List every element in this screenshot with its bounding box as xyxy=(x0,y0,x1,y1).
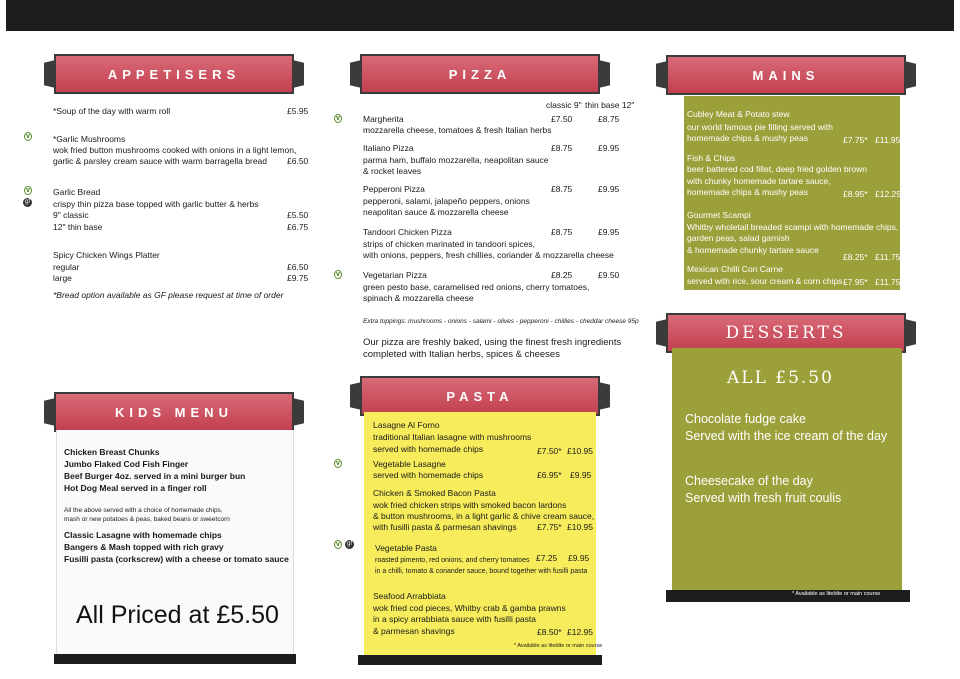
gluten-free-icon: gf xyxy=(24,199,30,205)
appetisers-title: APPETISERS xyxy=(107,66,241,82)
mains-desc: Whitby wholetail breaded scampi with homemade chips, xyxy=(687,222,899,232)
mains-price-main: £11.75 xyxy=(875,277,901,287)
mains-price-lite: £7.95* xyxy=(843,277,868,287)
kids-title: KIDS MENU xyxy=(115,404,233,420)
pasta-price-lite: £6.95* xyxy=(537,470,562,480)
pizza-price-classic: £8.25 xyxy=(551,270,573,280)
pasta-price-lite: £7.75* xyxy=(537,522,562,532)
garlic-bread-opt2: 12" thin base xyxy=(53,222,103,232)
kids-footer-bar xyxy=(54,654,296,664)
pizza-desc: pepperoni, salami, jalapeño peppers, onions xyxy=(363,196,530,206)
pasta-desc: traditional Italian lasagne with mushrooms xyxy=(373,432,532,442)
gluten-free-icon: gf xyxy=(346,541,352,547)
pasta-desc: in a chilli, tomato & coriander sauce, bound together with fusilli pasta xyxy=(375,568,588,575)
pasta-desc: roasted pimento, red onions, and cherry tomatoes xyxy=(375,557,530,564)
pasta-name: Seafood Arrabbiata xyxy=(373,591,446,601)
pasta-price-lite: £7.50* xyxy=(537,446,562,456)
vegetarian-icon: v xyxy=(24,132,32,141)
mushrooms-desc: wok fried button mushrooms cooked with onions in a light lemon, xyxy=(53,145,297,155)
pasta-name: Lasagne Al Forno xyxy=(373,420,440,430)
pasta-desc: wok fried chicken strips with smoked bacon lardons xyxy=(373,500,567,510)
kids-item: Fusilli pasta (corkscrew) with a cheese or tomato sauce xyxy=(64,554,289,564)
pizza-name: Pepperoni Pizza xyxy=(363,184,425,194)
mains-price-main: £11.95 xyxy=(875,135,901,145)
dessert-desc: Served with the ice cream of the day xyxy=(685,429,888,443)
mains-name: Mexican Chilli Con Carne xyxy=(687,264,783,274)
pasta-title: PASTA xyxy=(446,388,514,404)
garlic-bread-desc: crispy thin pizza base topped with garlic butter & herbs xyxy=(53,199,259,209)
wings-opt2: large xyxy=(53,273,72,283)
top-bar xyxy=(6,0,954,31)
vegetarian-icon: v xyxy=(334,459,342,468)
mains-price-lite: £7.75* xyxy=(843,135,868,145)
mains-price-lite: £8.25* xyxy=(843,252,868,262)
dessert-name: Cheesecake of the day xyxy=(685,474,813,488)
mains-price-lite: £8.95* xyxy=(843,189,868,199)
kids-item: Jumbo Flaked Cod Fish Finger xyxy=(64,459,189,469)
mains-desc: beer battered cod fillet, deep fried golden brown xyxy=(687,164,868,174)
mains-desc: homemade chips & mushy peas xyxy=(687,187,808,197)
pasta-desc: in a spicy arrabbiata sauce with fusilli pasta xyxy=(373,614,536,624)
pasta-desc: & parmesan shavings xyxy=(373,626,455,636)
desserts-header xyxy=(656,313,916,353)
mains-desc: garden peas, salad garnish xyxy=(687,233,790,243)
dessert-desc: Served with fresh fruit coulis xyxy=(685,491,842,505)
soup-item: *Soup of the day with warm roll xyxy=(53,106,171,116)
vegetarian-icon: v xyxy=(24,186,32,195)
vegetarian-icon: v xyxy=(334,114,342,123)
kids-header xyxy=(44,392,304,432)
mains-desc: & homemade chunky tartare sauce xyxy=(687,245,819,255)
pasta-desc: with fusilli pasta & parmesan shavings xyxy=(373,522,517,532)
kids-price: All Priced at £5.50 xyxy=(76,601,279,629)
pizza-price-thin: £8.75 xyxy=(598,114,620,124)
mains-name: Cubley Meat & Potato stew xyxy=(687,109,790,119)
pasta-price-main: £12.95 xyxy=(567,627,593,637)
kids-item: Bangers & Mash topped with rich gravy xyxy=(64,542,224,552)
vegetarian-icon: v xyxy=(334,540,342,549)
mains-price-main: £11.75 xyxy=(875,252,901,262)
pizza-desc: & rocket leaves xyxy=(363,166,422,176)
wings-price1: £6.50 xyxy=(287,262,309,272)
kids-item: Classic Lasagne with homemade chips xyxy=(64,530,222,540)
appetisers-header xyxy=(44,54,304,94)
mains-header xyxy=(656,55,916,95)
pasta-desc: wok fried cod pieces, Whitby crab & gamba prawns xyxy=(373,603,566,613)
vegetarian-icon: v xyxy=(334,270,342,279)
pasta-price-lite: £7.25 xyxy=(536,553,558,563)
pizza-blurb: completed with Italian herbs, spices & cheeses xyxy=(363,349,560,360)
garlic-bread-price1: £5.50 xyxy=(287,210,309,220)
mains-name: Fish & Chips xyxy=(687,153,736,163)
pizza-price-classic: £7.50 xyxy=(551,114,573,124)
pizza-name: Margherita xyxy=(363,114,404,124)
mushrooms-price: £6.50 xyxy=(287,156,309,166)
desserts-note: * Available as liteblte or main course xyxy=(792,591,881,597)
pizza-title: PIZZA xyxy=(448,66,512,82)
pasta-name: Vegetable Pasta xyxy=(375,543,437,553)
mains-title: MAINS xyxy=(752,67,820,83)
pizza-name: Vegetarian Pizza xyxy=(363,270,427,280)
pasta-note: * Available as liteblte or main course xyxy=(514,643,603,649)
wings-opt1: regular xyxy=(53,262,80,272)
pizza-name: Italiano Pizza xyxy=(363,143,414,153)
pizza-desc: green pesto base, caramelised red onions, cherry tomatoes, xyxy=(363,282,590,292)
pasta-name: Vegetable Lasagne xyxy=(373,459,446,469)
pizza-price-thin: £9.95 xyxy=(598,227,620,237)
pasta-desc: served with homemade chips xyxy=(373,444,484,454)
pasta-desc: served with homemade chips xyxy=(373,470,484,480)
mains-desc: homemade chips & mushy peas xyxy=(687,133,808,143)
pizza-price-thin: £9.95 xyxy=(598,184,620,194)
pizza-price-classic: £8.75 xyxy=(551,143,573,153)
pasta-price-main: £9.95 xyxy=(570,470,592,480)
kids-item: Hot Dog Meal served in a finger roll xyxy=(64,483,207,493)
pizza-extras: Extra toppings: mushrooms - onions - salami - olives - pepperoni - chillies - cheddar cheese 95p xyxy=(363,318,639,325)
mains-price-main: £12.25 xyxy=(875,189,901,199)
pasta-desc: & button mushrooms, in a light garlic & chive cream sauce, xyxy=(373,511,595,521)
pasta-header xyxy=(350,376,610,416)
pizza-col-thin: thin base 12" xyxy=(585,100,635,110)
garlic-bread-name: Garlic Bread xyxy=(53,187,101,197)
mains-desc: with chunky homemade tartare sauce, xyxy=(687,176,831,186)
wings-name: Spicy Chicken Wings Platter xyxy=(53,250,160,260)
pasta-footer-bar xyxy=(358,655,602,665)
desserts-price: ALL £5.50 xyxy=(727,368,834,388)
pasta-price-lite: £8.50* xyxy=(537,627,562,637)
mains-desc: served with rice, sour cream & corn chips xyxy=(687,276,843,286)
kids-item: Chicken Breast Chunks xyxy=(64,447,160,457)
pizza-desc: parma ham, buffalo mozzarella, neapolitan sauce xyxy=(363,155,549,165)
garlic-bread-price2: £6.75 xyxy=(287,222,309,232)
pizza-desc: neapolitan sauce & mozzarella cheese xyxy=(363,207,509,217)
pizza-blurb: Our pizza are freshly baked, using the finest fresh ingredients xyxy=(363,337,622,348)
kids-note: All the above served with a choice of homemade chips, xyxy=(64,507,223,514)
dessert-name: Chocolate fudge cake xyxy=(685,412,806,426)
desserts-title: DESSERTS xyxy=(725,323,847,343)
garlic-bread-opt1: 9" classic xyxy=(53,210,89,220)
mains-name: Gourmet Scampi xyxy=(687,210,751,220)
wings-price2: £9.75 xyxy=(287,273,309,283)
kids-note: mash or new potatoes & peas, baked beans or sweetcorn xyxy=(64,516,230,523)
pizza-price-classic: £8.75 xyxy=(551,184,573,194)
pizza-price-classic: £8.75 xyxy=(551,227,573,237)
mushrooms-desc2: garlic & parsley cream sauce with warm barragella bread xyxy=(53,156,268,166)
pizza-desc: strips of chicken marinated in tandoori spices, xyxy=(363,239,535,249)
pasta-price-main: £10.95 xyxy=(567,446,593,456)
pasta-price-main: £10.95 xyxy=(567,522,593,532)
pizza-price-thin: £9.95 xyxy=(598,143,620,153)
pizza-col-classic: classic 9" xyxy=(546,100,582,110)
pizza-name: Tandoori Chicken Pizza xyxy=(363,227,452,237)
pizza-header xyxy=(350,54,610,94)
pizza-desc: mozzarella cheese, tomatoes & fresh Italian herbs xyxy=(363,125,552,135)
pizza-price-thin: £9.50 xyxy=(598,270,620,280)
mains-desc: our world famous pie filling served with xyxy=(687,122,833,132)
mushrooms-name: *Garlic Mushrooms xyxy=(53,134,126,144)
soup-price: £5.95 xyxy=(287,106,309,116)
pizza-desc: spinach & mozzarella cheese xyxy=(363,293,474,303)
pizza-desc: with onions, peppers, fresh chillies, coriander & mozzarella cheese xyxy=(363,250,614,260)
kids-item: Beef Burger 4oz. served in a mini burger bun xyxy=(64,471,246,481)
pasta-price-main: £9.95 xyxy=(568,553,590,563)
pasta-name: Chicken & Smoked Bacon Pasta xyxy=(373,488,496,498)
bread-note: *Bread option available as GF please request at time of order xyxy=(53,290,284,300)
